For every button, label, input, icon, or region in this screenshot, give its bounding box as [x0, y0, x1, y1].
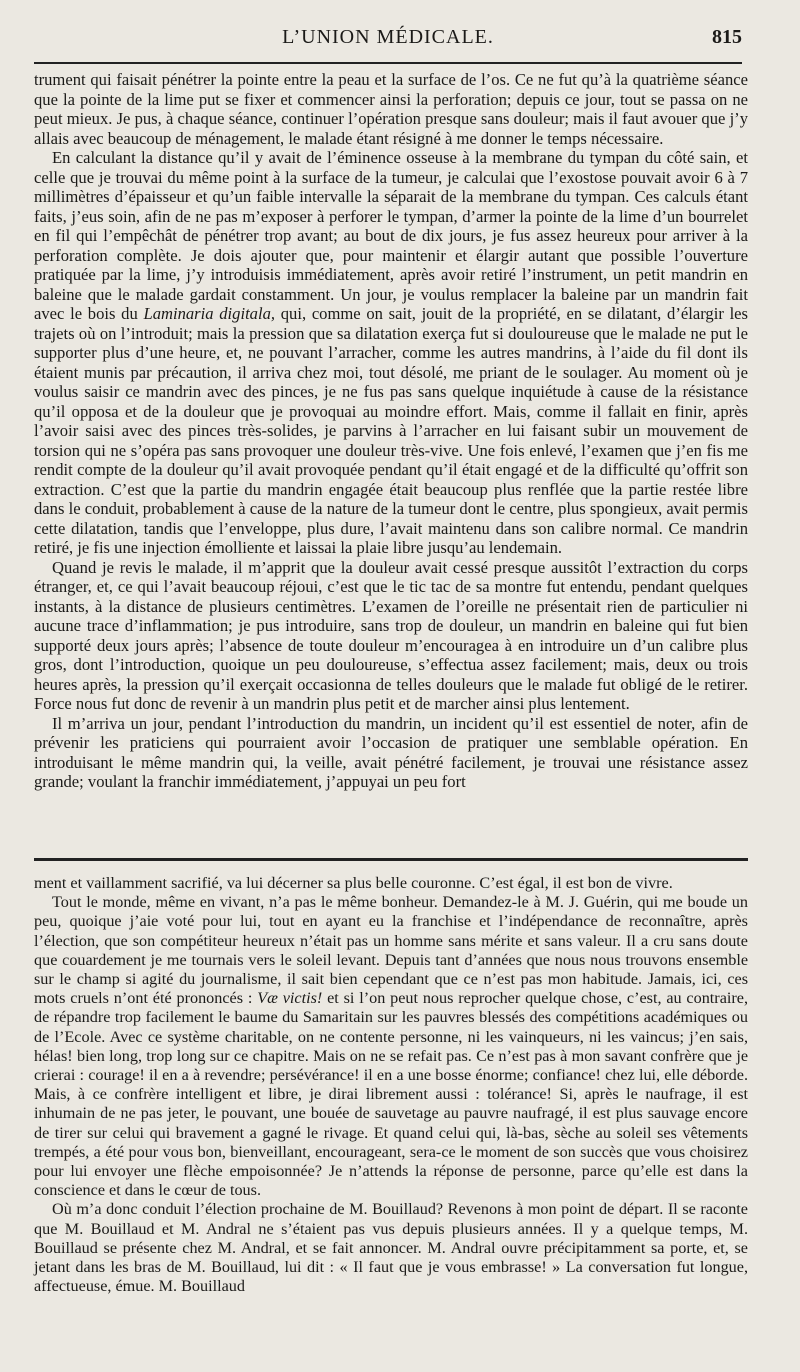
latin-phrase: Væ victis! [257, 989, 323, 1008]
header-rule [34, 62, 742, 64]
article-paragraph-3: Quand je revis le malade, il m’apprit que la douleur avait cessé presque aussitôt l’extraction du corps étranger, et, ce qui l’avait beaucoup réjoui, c’est que le tic tac de sa montre fut entendu, pendant quelques instants, à la distance de plusieurs centimètres. L’examen de l’oreille ne présentait rien de particulier ni aucune trace d’inflammation; je pus introduire, sans trop de douleur, un mandrin en baleine qui fut bien supporté deux jours après; l’absence de toute douleur m’encouragea à en introduire un d’un calibre plus gros, dont l’introduction, quoique un peu douloureuse, s’effectua assez facilement; mais, deux ou trois heures après, la pression qu’il exerçait occasionna de telles douleurs que le malade fut obligé de le retirer. Force nous fut donc de revenir à un mandrin plus petit et de marcher ainsi plus lentement. [34, 557, 748, 713]
page-number: 815 [712, 26, 742, 48]
feuilleton-paragraph-2-text-a: Tout le monde, même en vivant, n’a pas le même bonheur. Demandez-le à M. J. Guérin, qui me boude un peu, quoique j’aie voté pour lui, tout en ayant eu la franchise et l’indépendance de reconnaître, après l’élection, que son compétiteur heureux n’était pas un homme sans mérite et sans valeur. Il a cru sans doute que couardement je me tournais vers le soleil levant. Depuis tant d’années que nous nous trouvons ensemble sur le champ si agité du journalisme, il sait bien cependant que ce n’est pas mon habitude. Jamais, ici, ces mots cruels n’ont été prononcés : [34, 893, 748, 1008]
article-paragraph-2-text-a: En calculant la distance qu’il y avait de l’éminence osseuse à la membrane du tympan du côté sain, et celle que je trouvai du même point à la surface de la tumeur, je calculai que l’exostose pouvait avoir 6 à 7 millimètres d’épaisseur et qu’un faible intervalle la séparait de la membrane du tympan. Ces calculs étant faits, j’eus soin, afin de ne pas m’exposer à perforer le tympan, d’armer la pointe de la lime d’un bourrelet en fil qui l’empêchât de pénétrer trop avant; au bout de dix jours, je fus assez heureux pour arriver à la perforation complète. Je dois ajouter que, pour maintenir et élargir autant que possible l’ouverture pratiquée par la lime, j’y introduisis immédiatement, après avoir retiré l’instrument, un petit mandrin en baleine que le malade gardait constamment. Un jour, je voulus remplacer la baleine par un mandrin fait avec le bois du [34, 148, 748, 323]
article-paragraph-4: Il m’arriva un jour, pendant l’introduction du mandrin, un incident qu’il est essentiel de noter, afin de prévenir les praticiens qui pourraient avoir l’occasion de pratiquer une semblable opération. En introduisant le même mandrin qui, la veille, avait pénétré facilement, je trouvai une résistance assez grande; voulant la franchir immédiatement, j’appuyai un peu fort [34, 713, 748, 791]
feuilleton-separator [34, 858, 748, 861]
feuilleton-paragraph-3: Où m’a donc conduit l’élection prochaine de M. Bouillaud? Revenons à mon point de départ. Il se raconte que M. Bouillaud et M. Andral ne s’étaient pas vus depuis plusieurs années. Il y a quelque temps, M. Bouillaud se présente chez M. Andral, et se fait annoncer. M. Andral ouvre précipitamment sa porte, et, se jetant dans les bras de M. Bouillaud, lui dit : « Il faut que je vous embrasse! » La conversation fut longue, affectueuse, émue. M. Bouillaud [34, 1200, 748, 1296]
feuilleton-body [34, 874, 748, 1296]
article-body [34, 70, 748, 792]
article-paragraph-2 [34, 148, 748, 558]
feuilleton-paragraph-2-text-b: et si l’on peut nous reprocher quelque chose, c’est, au contraire, de répandre trop facilement le baume du Samaritain sur les pauvres blessés des compétitions académiques ou de l’Ecole. Avec ce système charitable, on ne contente personne, ni les vainqueurs, ni les vaincus; j’en sais, hélas! bien long, trop long sur ce chapitre. Mais on ne se refait pas. Ce n’est pas à mon savant confrère que je crierai : courage! il en a à revendre; persévérance! il en a une bosse énorme; confiance! chez lui, elle déborde. Mais, à ce confrère intelligent et libre, je dirai librement aussi : tolérance! Si, après le naufrage, il est inhumain de ne pas jeter, le pouvant, une bouée de sauvetage au pauvre naufragé, il est plus sauvage encore de tirer sur celui qui bravement a gagné le rivage. Et quand celui qui, là-bas, sèche au soleil ses vêtements trempés, a été pour vous bon, bienveillant, encourageant, sera-ce le moment de son succès que vous choisirez pour lui envoyer une flèche empoisonnée? Je n’attends la réponse de personne, parce qu’elle est dans la conscience et dans le cœur de tous. [34, 989, 748, 1200]
feuilleton-paragraph-2 [34, 893, 748, 1200]
page-header [34, 22, 742, 60]
article-paragraph-2-text-b: qui, comme on sait, jouit de la propriété, en se dilatant, d’élargir les trajets où on l’introduit; mais la pression que sa dilatation exerça fut si douloureuse que le malade ne put le supporter plus d’une heure, et, ne pouvant l’arracher, comme les autres mandrins, à l’aide du fil dont ils étaient munis par précaution, il arriva chez moi, tout désolé, me priant de le soulager. Au moment où je voulus saisir ce mandrin avec des pinces, je ne fus pas sans quelque inquiétude à cause de la résistance qu’il opposa et de la douleur que je provoquai au moindre effort. Mais, comme il fallait en finir, après l’avoir saisi avec des pinces très-solides, je parvins à l’arracher en lui faisant subir un mouvement de torsion qui ne s’opéra pas sans provoquer une douleur très-vive. Une fois enlevé, l’examen que j’en fis me rendit compte de la douleur qu’il avait provoquée pendant qu’il était engagé et de la difficulté qu’offrit son extraction. C’est que la partie du mandrin engagée était beaucoup plus renflée que la partie restée libre dans le conduit, probablement à cause de la nature de la tumeur dont le centre, plus spongieux, avait permis cette dilatation, tandis que l’enveloppe, plus dure, l’avait maintenu dans son calibre normal. Ce mandrin retiré, je fis une injection émolliente et laissai la plaie libre jusqu’au lendemain. [34, 304, 749, 557]
running-title: L’UNION MÉDICALE. [282, 26, 494, 48]
species-name: Laminaria digitala, [143, 304, 276, 323]
article-paragraph-1: trument qui faisait pénétrer la pointe entre la peau et la surface de l’os. Ce ne fut qu’à la quatrième séance que la pointe de la lime put se fixer et commencer ainsi la perforation; depuis ce jour, tout se passa on ne peut mieux. Je pus, à chaque séance, continuer l’opération presque sans douleur; mais il faut avouer que j’y allais avec beaucoup de ménagement, le malade étant résigné à me donner le temps nécessaire. [34, 70, 748, 148]
feuilleton-paragraph-1: ment et vaillamment sacrifié, va lui décerner sa plus belle couronne. C’est égal, il est bon de vivre. [34, 874, 673, 892]
